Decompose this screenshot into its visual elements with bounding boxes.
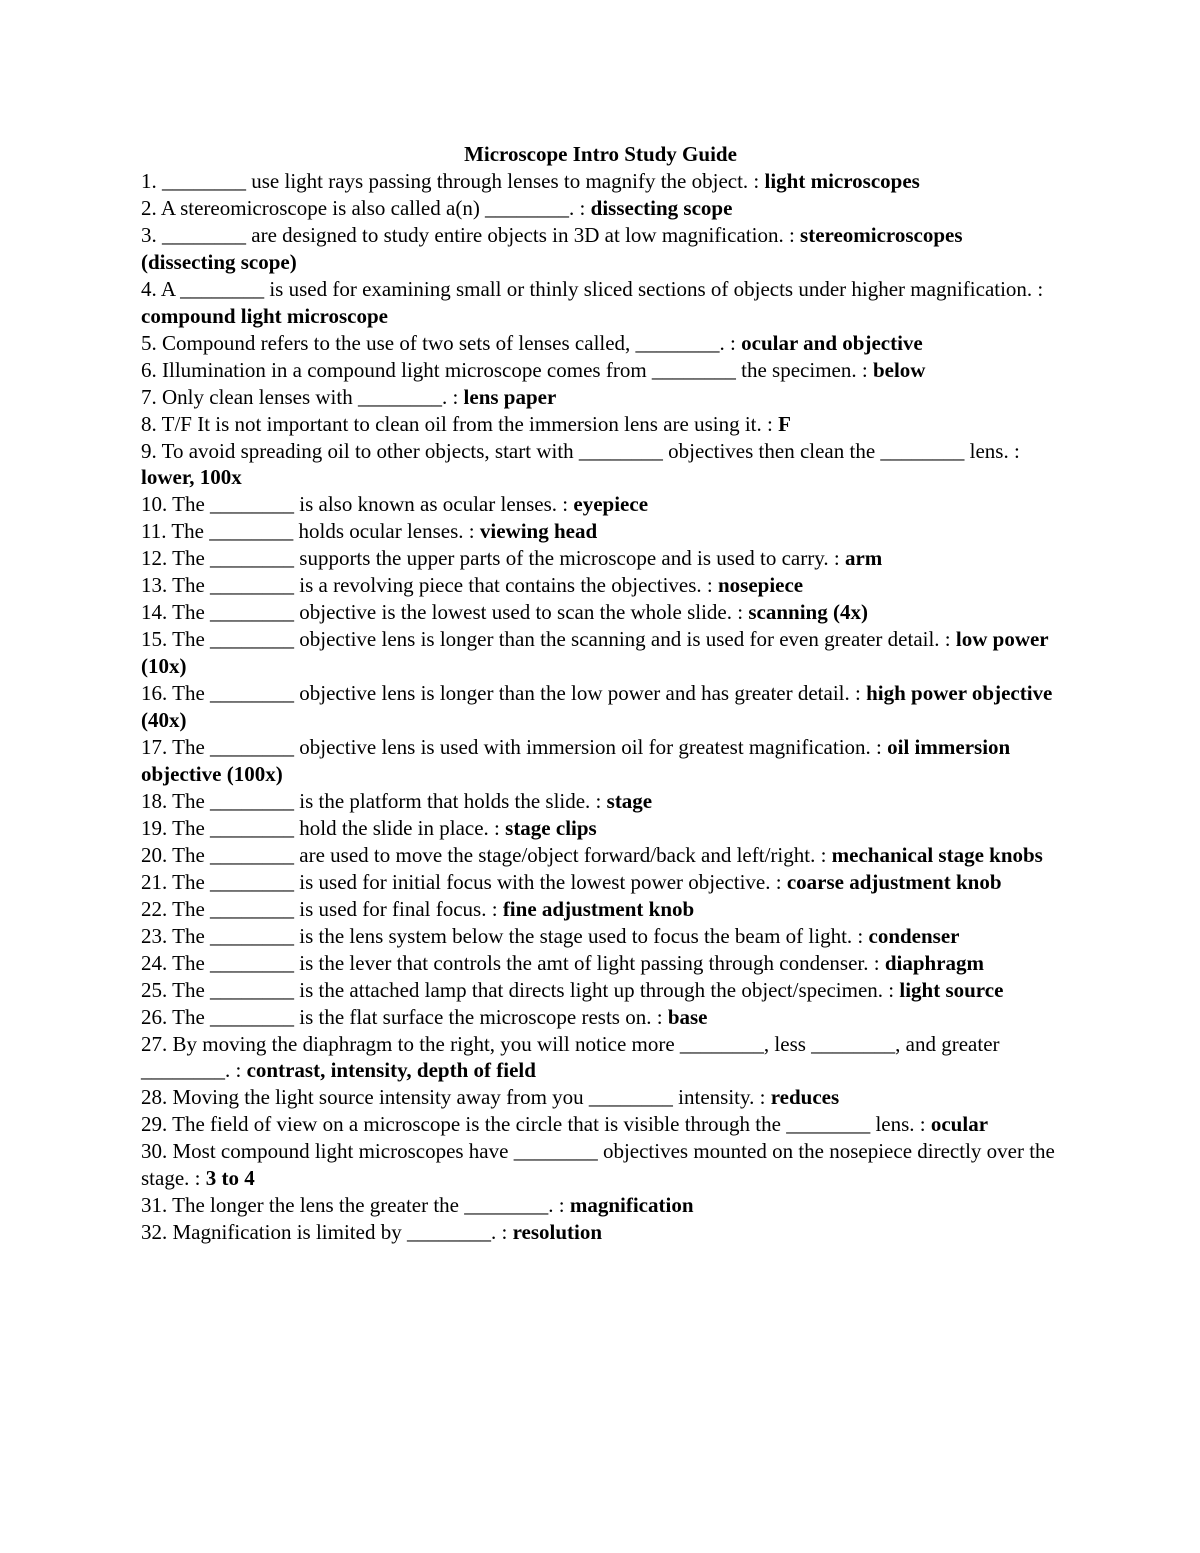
question-text: 26. The ________ is the flat surface the microscope rests on. : (141, 1004, 668, 1029)
answer-text: magnification (569, 1193, 694, 1218)
question-list (141, 168, 1060, 1246)
question-item (141, 842, 1060, 869)
question-text: 20. The ________ are used to move the stage/object forward/back and left/right. : (141, 842, 832, 867)
question-item (141, 599, 1060, 626)
answer-text: below (872, 357, 926, 382)
question-item (141, 384, 1060, 411)
answer-text: arm (844, 546, 883, 571)
answer-text: reduces (770, 1085, 840, 1110)
question-text: 6. Illumination in a compound light microscope comes from ________ the specimen. : (141, 357, 873, 382)
answer-text: compound light microscope (141, 303, 388, 328)
answer-text: F (778, 411, 791, 436)
question-item (141, 545, 1060, 572)
answer-text: ocular (930, 1112, 989, 1137)
answer-text: 3 to 4 (205, 1166, 255, 1191)
page-title: Microscope Intro Study Guide (464, 142, 737, 166)
question-text: 21. The ________ is used for initial focus with the lowest power objective. : (141, 869, 787, 894)
question-text: 12. The ________ supports the upper parts of the microscope and is used to carry. : (141, 546, 845, 571)
answer-text: low power (10x) (141, 627, 1049, 679)
answer-text: coarse adjustment knob (786, 869, 1002, 894)
question-item (141, 1084, 1060, 1111)
question-item (141, 1004, 1060, 1031)
question-item (141, 1219, 1060, 1246)
question-item (141, 788, 1060, 815)
answer-text: base (667, 1004, 708, 1029)
question-item (141, 438, 1060, 492)
question-text: 28. Moving the light source intensity away from you ________ intensity. : (141, 1085, 771, 1110)
question-text: 31. The longer the lens the greater the ________. : (141, 1193, 570, 1218)
question-item (141, 572, 1060, 599)
answer-text: diaphragm (884, 950, 985, 975)
question-text: 1. ________ use light rays passing through lenses to magnify the object. : (141, 169, 765, 193)
question-item (141, 411, 1060, 438)
question-text: 25. The ________ is the attached lamp that directs light up through the object/specimen. : (141, 977, 900, 1002)
answer-text: condenser (868, 923, 960, 948)
question-item (141, 626, 1060, 680)
answer-text: dissecting scope (590, 195, 733, 220)
answer-text: lower, 100x (141, 465, 242, 490)
answer-text: eyepiece (573, 492, 649, 517)
question-item (141, 1192, 1060, 1219)
question-text: 8. T/F It is not important to clean oil from the immersion lens are using it. : (141, 411, 779, 436)
answer-text: fine adjustment knob (502, 896, 695, 921)
answer-text: stereomicroscopes (dissecting scope) (141, 222, 963, 274)
answer-text: oil immersion objective (100x) (141, 735, 1011, 786)
question-text: 14. The ________ objective is the lowest used to scan the whole slide. : (141, 600, 749, 625)
question-text: 7. Only clean lenses with ________. : (141, 384, 464, 409)
answer-text: ocular and objective (741, 330, 923, 355)
question-item (141, 1111, 1060, 1138)
question-text: 27. By moving the diaphragm to the right, you will notice more ________, less ________, and greater ________. : (141, 1031, 1000, 1083)
question-text: 22. The ________ is used for final focus. : (141, 896, 503, 921)
question-text: 29. The field of view on a microscope is the circle that is visible through the ________ lens. : (141, 1112, 931, 1137)
question-item (141, 950, 1060, 977)
question-item (141, 491, 1060, 518)
question-text: 16. The ________ objective lens is longer than the low power and has greater detail. : (141, 681, 867, 706)
question-text: 13. The ________ is a revolving piece that contains the objectives. : (141, 573, 718, 598)
question-text: 9. To avoid spreading oil to other objects, start with ________ objectives then clean the ________ lens. : (141, 438, 1020, 463)
question-text: 10. The ________ is also known as ocular lenses. : (141, 492, 574, 517)
question-text: 2. A stereomicroscope is also called a(n) ________. : (141, 195, 591, 220)
question-text: 11. The ________ holds ocular lenses. : (141, 519, 480, 544)
question-text: 3. ________ are designed to study entire objects in 3D at low magnification. : (141, 222, 801, 247)
question-item (141, 222, 1060, 276)
question-item (141, 869, 1060, 896)
answer-text: resolution (512, 1220, 603, 1245)
question-text: 23. The ________ is the lens system below the stage used to focus the beam of light. : (141, 923, 869, 948)
question-text: 18. The ________ is the platform that holds the slide. : (141, 788, 607, 813)
question-item (141, 357, 1060, 384)
answer-text: mechanical stage knobs (831, 842, 1043, 867)
question-item (141, 1031, 1060, 1085)
question-text: 5. Compound refers to the use of two sets of lenses called, ________. : (141, 330, 742, 355)
question-text: 15. The ________ objective lens is longer than the scanning and is used for even greater detail. : (141, 627, 956, 652)
question-item (141, 896, 1060, 923)
question-text: 30. Most compound light microscopes have ________ objectives mounted on the nosepiece directly over the stage. : (141, 1139, 1055, 1191)
question-text: 17. The ________ objective lens is used with immersion oil for greatest magnification. : (141, 735, 888, 760)
question-item (141, 168, 1060, 195)
question-item (141, 977, 1060, 1004)
question-item (141, 330, 1060, 357)
question-item (141, 734, 1060, 788)
question-text: 32. Magnification is limited by ________. : (141, 1220, 513, 1245)
answer-text: scanning (4x) (748, 600, 868, 625)
question-item (141, 815, 1060, 842)
question-item (141, 680, 1060, 734)
answer-text: contrast, intensity, depth of field (246, 1058, 536, 1083)
answer-text: stage (606, 788, 653, 813)
question-item (141, 276, 1060, 330)
question-item (141, 1138, 1060, 1192)
answer-text: viewing head (479, 519, 598, 544)
question-text: 24. The ________ is the lever that controls the amt of light passing through condenser. : (141, 950, 885, 975)
question-item (141, 923, 1060, 950)
answer-text: light source (899, 977, 1004, 1002)
question-text: 4. A ________ is used for examining small or thinly sliced sections of objects under higher magnification. : (141, 276, 1044, 301)
answer-text: lens paper (463, 384, 557, 409)
question-text: 19. The ________ hold the slide in place. : (141, 815, 506, 840)
answer-text: high power objective (40x) (141, 681, 1053, 733)
answer-text: nosepiece (717, 573, 804, 598)
answer-text: light microscopes (764, 169, 920, 193)
question-item (141, 518, 1060, 545)
answer-text: stage clips (505, 815, 597, 840)
question-item (141, 195, 1060, 222)
